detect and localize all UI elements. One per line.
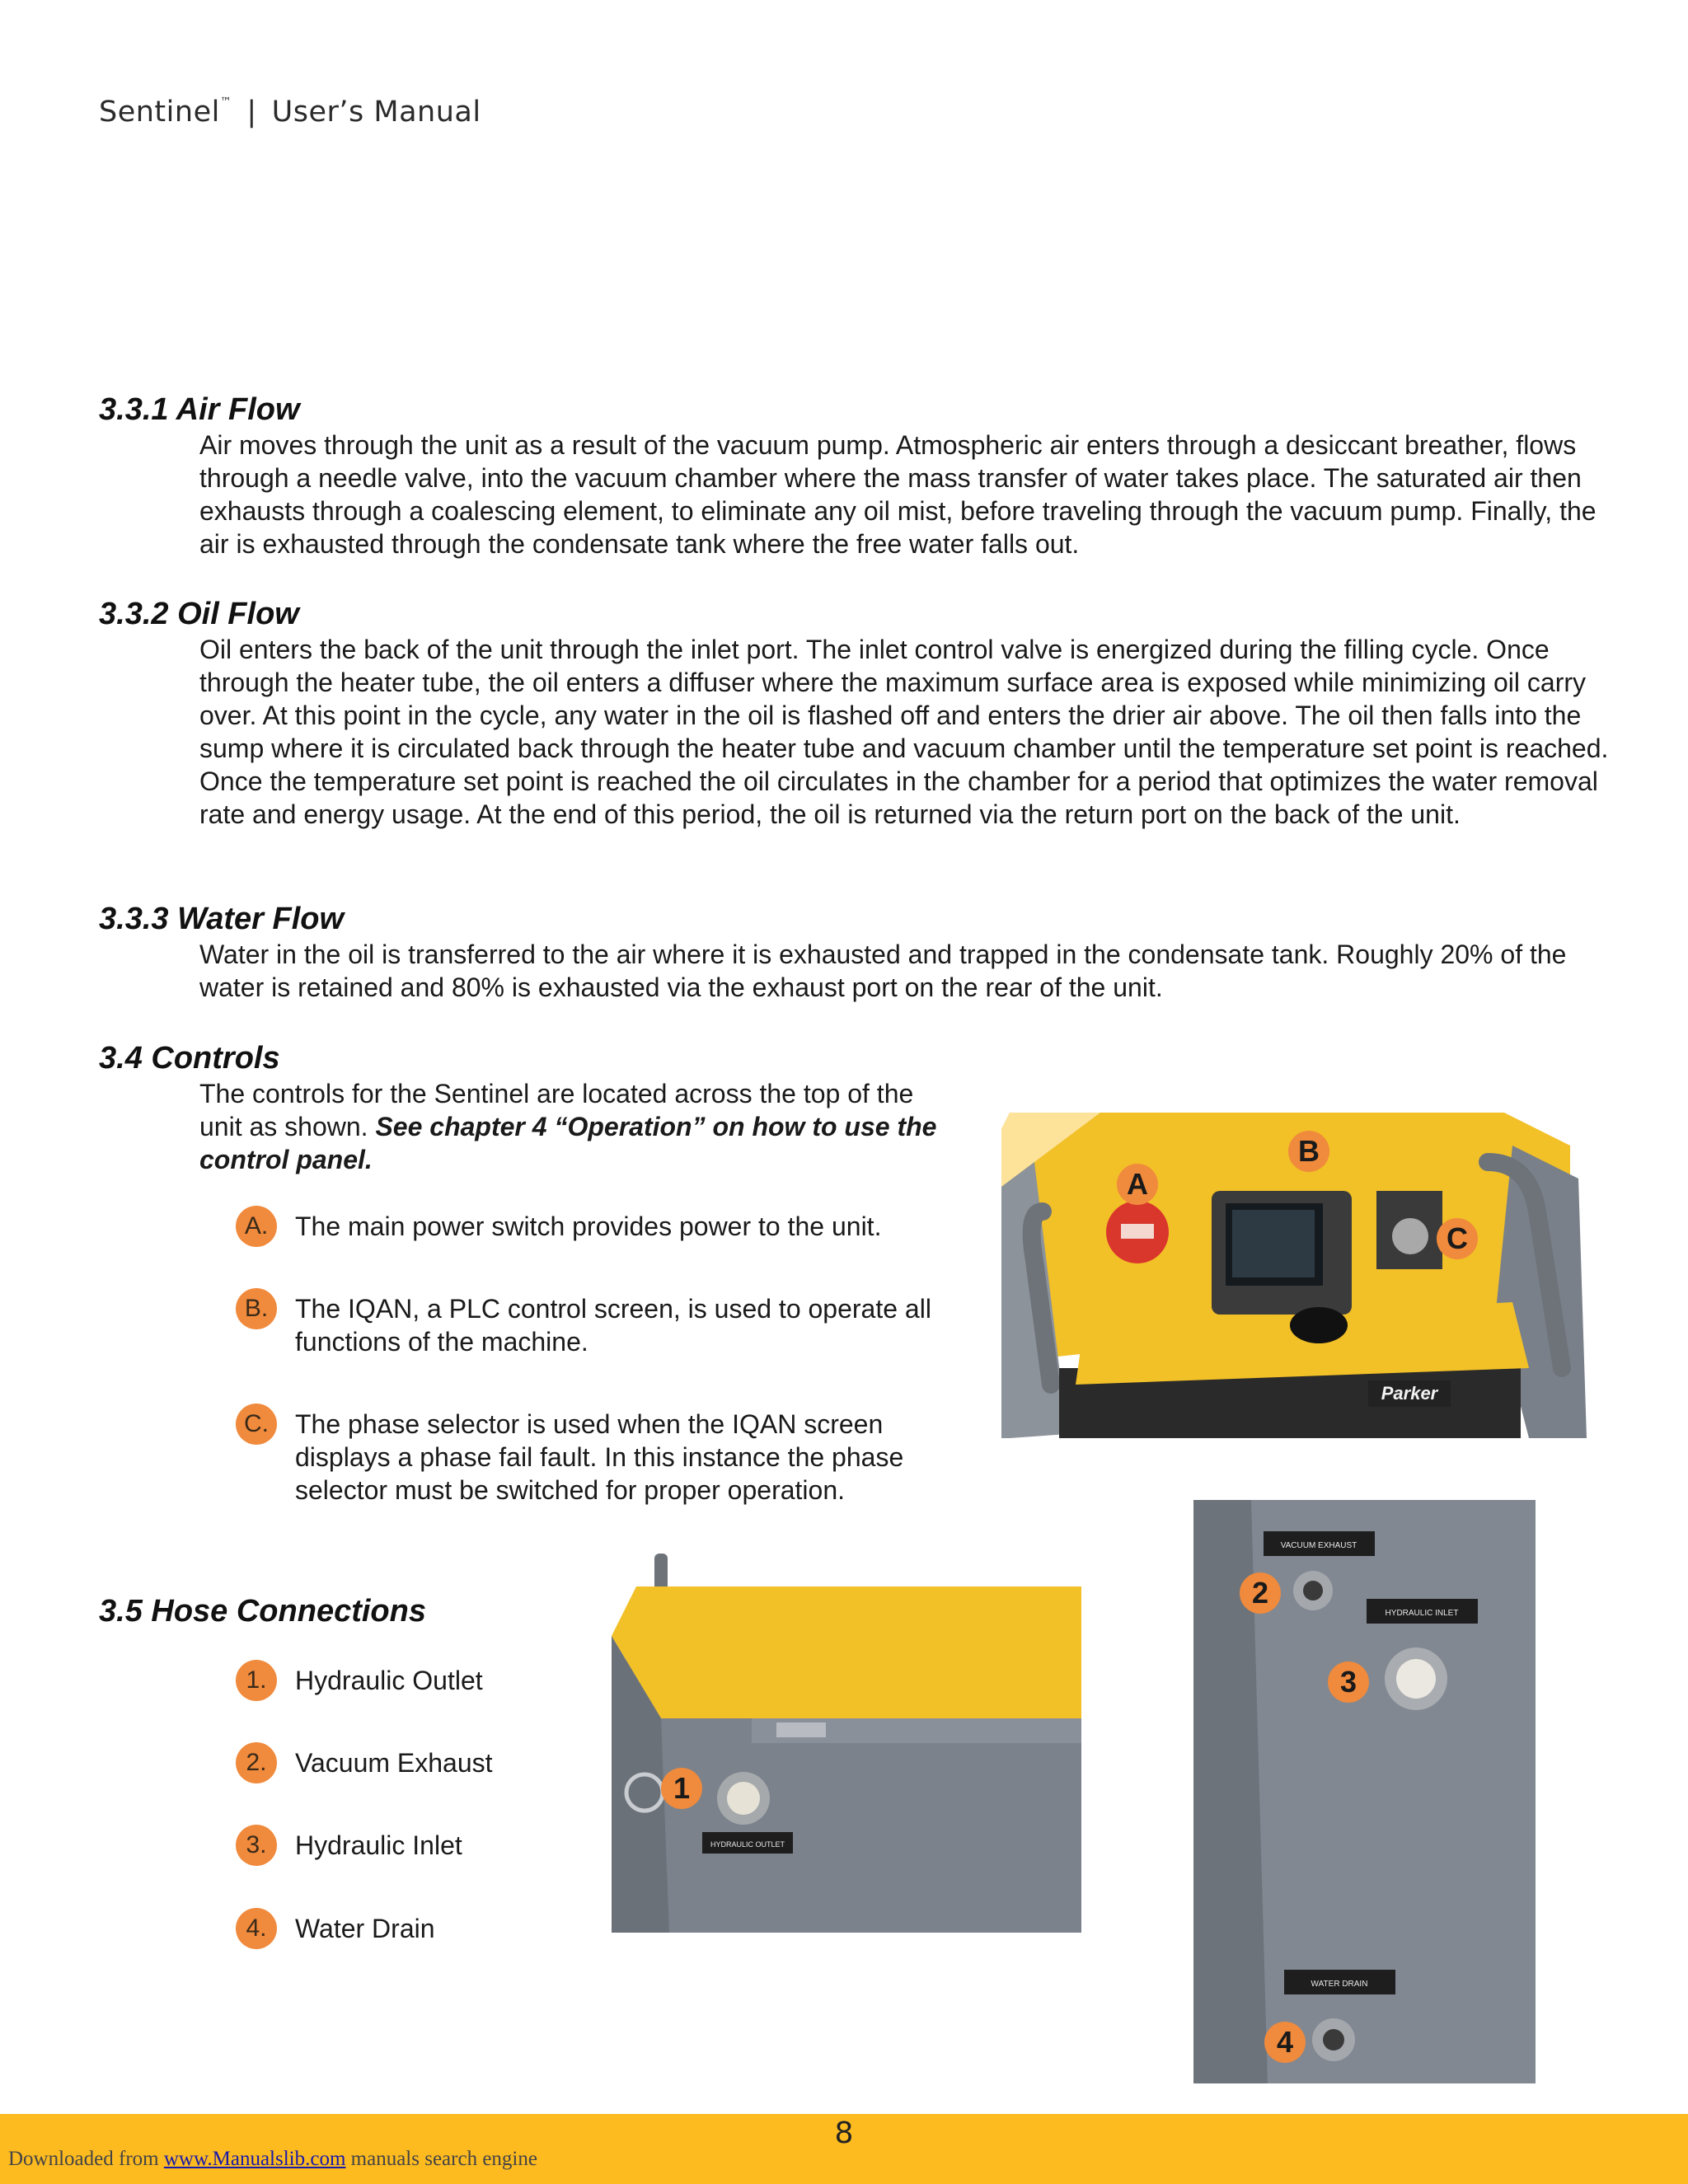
item-text: The IQAN, a PLC control screen, is used to operate all functions of the machine. — [295, 1294, 931, 1357]
callout-c: C — [1437, 1218, 1478, 1259]
section-controls — [99, 1039, 1006, 1176]
callout-2: 2 — [1240, 1572, 1281, 1614]
hose-item-4 — [236, 1912, 435, 1949]
page-number: 8 — [834, 2116, 854, 2150]
section-title: 3.5 Hose Connections — [99, 1594, 426, 1629]
item-badge: 1. — [236, 1660, 277, 1701]
section-water-flow — [99, 900, 1615, 1004]
section-title: 3.3.1 Air Flow — [99, 392, 300, 427]
item-text: The phase selector is used when the IQAN screen displays a phase fail fault. In this instance the phase selector must be switched for proper operation. — [295, 1409, 904, 1505]
item-text: Hydraulic Outlet — [295, 1666, 483, 1695]
hydraulic-outlet-label: HYDRAULIC OUTLET — [710, 1840, 785, 1849]
download-prefix: Downloaded from — [8, 2148, 164, 2170]
item-badge: B. — [236, 1288, 277, 1329]
section-body — [199, 1077, 941, 1176]
item-text: Water Drain — [295, 1914, 435, 1943]
controls-item-a — [236, 1210, 945, 1247]
controls-body-emphasis: See chapter 4 “Operation” on how to use the control panel. — [199, 1112, 937, 1174]
hose-outlet-photo — [612, 1554, 1081, 1933]
page-header — [99, 96, 481, 129]
header-separator: | — [246, 96, 257, 129]
item-text: The main power switch provides power to the unit. — [295, 1212, 882, 1241]
section-oil-flow — [99, 595, 1615, 831]
section-hose-connections — [99, 1592, 676, 1630]
section-title: 3.4 Controls — [99, 1041, 280, 1076]
parker-logo: Parker — [1381, 1383, 1438, 1404]
callout-3: 3 — [1328, 1661, 1369, 1703]
item-badge: C. — [236, 1404, 277, 1445]
item-badge: 2. — [236, 1742, 277, 1783]
callout-b: B — [1288, 1131, 1329, 1172]
download-notice — [8, 2148, 537, 2171]
section-body: Water in the oil is transferred to the air where it is exhausted and trapped in the condensate tank. Roughly 20% of the water is retained and 80% is exhausted via the exhaust port on the rear of the unit. — [199, 940, 1567, 1002]
section-body: Air moves through the unit as a result of the vacuum pump. Atmospheric air enters through a desiccant breather, flows through a needle valve, into the vacuum chamber where the mass transfer of water takes place. The saturated air then exhausts through a coalescing element, to eliminate any oil mist, before traveling through the vacuum pump. Finally, the air is exhausted through the condensate tank where the free water falls out. — [199, 430, 1597, 559]
vacuum-exhaust-label: VACUUM EXHAUST — [1280, 1541, 1357, 1550]
controls-item-c — [236, 1408, 945, 1507]
brand-name: Sentinel — [99, 96, 220, 129]
controls-body-text: The controls for the Sentinel are located across the top of the unit as shown. — [199, 1079, 914, 1141]
controls-item-b — [236, 1292, 945, 1358]
section-body: Oil enters the back of the unit through the inlet port. The inlet control valve is energized during the filling cycle. Once through the heater tube, the oil enters a diffuser where the maximum surface area is exposed while minimizing oil carry over. At this point in the cycle, any water in the oil is flashed off and enters the drier air above. The oil then falls into the sump where it is circulated back through the heater tube and vacuum chamber until the temperature set point is reached. Once the temperature set point is reached the oil circulates in the chamber for a period that optimizes the water removal rate and energy usage. At the end of this period, the oil is returned via the return port on the back of the unit. — [199, 635, 1609, 829]
callout-a: A — [1117, 1164, 1158, 1205]
callout-4: 4 — [1264, 2022, 1306, 2063]
section-title: 3.3.3 Water Flow — [99, 902, 345, 936]
section-title: 3.3.2 Oil Flow — [99, 597, 299, 631]
download-suffix: manuals search engine — [345, 2148, 537, 2170]
trademark-symbol: ™ — [219, 96, 232, 109]
hydraulic-inlet-label: HYDRAULIC INLET — [1385, 1609, 1459, 1618]
item-text: Vacuum Exhaust — [295, 1748, 493, 1778]
manualslib-link[interactable]: www.Manualslib.com — [163, 2148, 346, 2170]
hydraulic-outlet-illustration — [612, 1554, 1081, 1933]
item-badge: 3. — [236, 1825, 277, 1866]
item-badge: A. — [236, 1206, 277, 1247]
water-drain-label: WATER DRAIN — [1311, 1980, 1368, 1989]
manual-title: User’s Manual — [271, 96, 481, 129]
hose-item-1 — [236, 1664, 483, 1701]
controls-photo — [1001, 1113, 1587, 1438]
hose-rear-photo — [1193, 1500, 1536, 2083]
hose-item-2 — [236, 1746, 493, 1783]
hose-item-3 — [236, 1829, 462, 1866]
item-text: Hydraulic Inlet — [295, 1830, 462, 1860]
item-badge: 4. — [236, 1908, 277, 1949]
section-air-flow — [99, 391, 1615, 560]
callout-1: 1 — [661, 1768, 702, 1809]
